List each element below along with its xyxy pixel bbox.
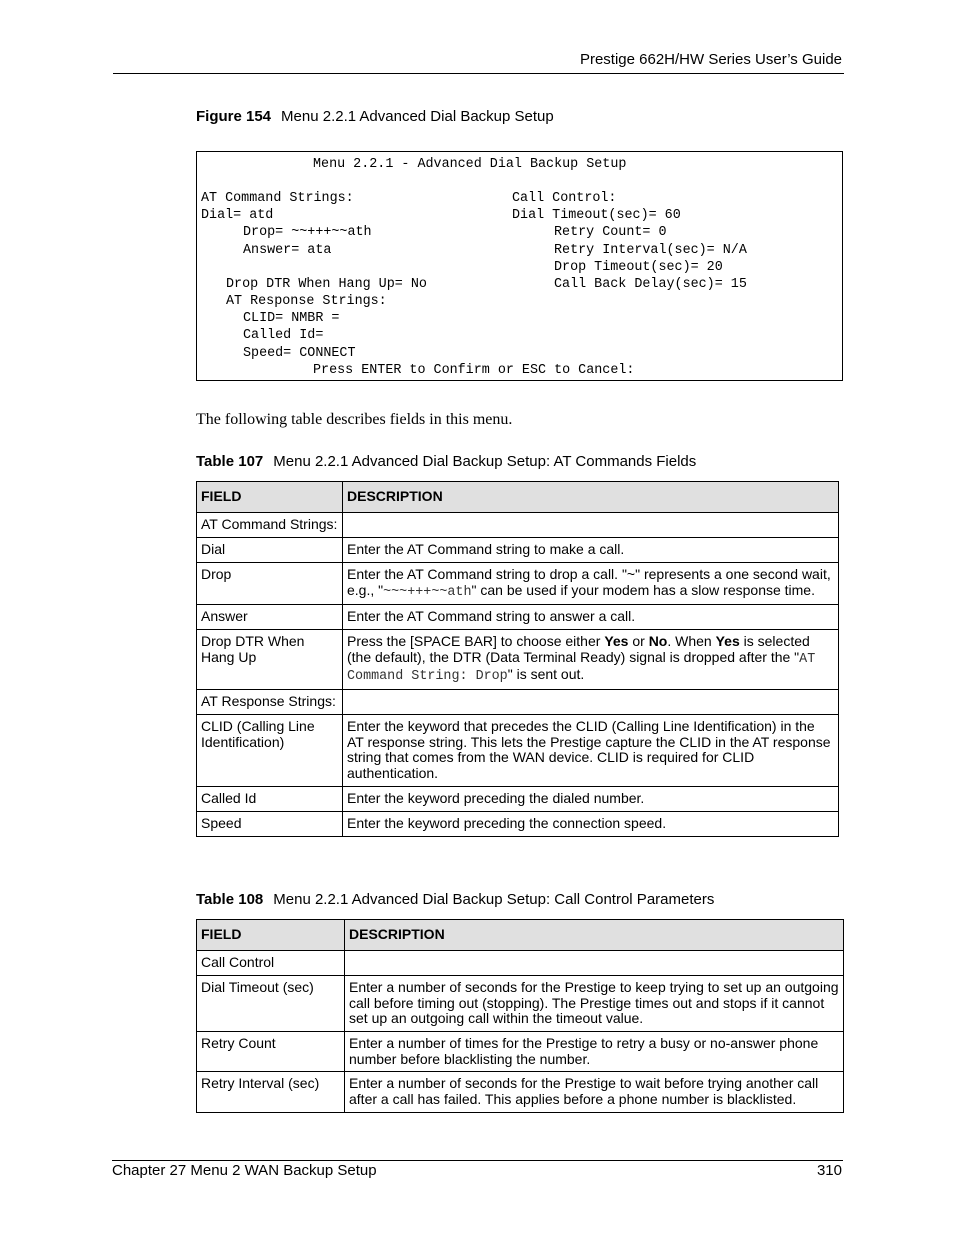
desc-text: or [628, 633, 649, 650]
description-cell: Enter the keyword that precedes the CLID (Calling Line Identification) in the AT response string. This lets the Prestige capture the CLID in the AT response string that comes from the WAN device. CLID is required for CLID authentication. [343, 714, 839, 786]
figure-title: Menu 2.2.1 Advanced Dial Backup Setup [281, 108, 554, 125]
call-back-delay-setting: Call Back Delay(sec)= 15 [554, 277, 747, 292]
table-row [197, 630, 839, 690]
field-cell: Dial Timeout (sec) [197, 976, 345, 1032]
header-rule [113, 73, 844, 74]
dial-timeout-setting: Dial Timeout(sec)= 60 [512, 208, 681, 223]
desc-text: . When [667, 633, 716, 650]
terminal-screen [196, 151, 843, 381]
table-row [197, 811, 839, 836]
table107-caption [196, 453, 696, 470]
table-row [197, 976, 844, 1032]
description-cell: Enter a number of times for the Prestige to retry a busy or no-answer phone number before blacklisting the number. [345, 1032, 844, 1072]
field-cell: AT Response Strings: [197, 689, 343, 714]
intro-paragraph: The following table describes fields in this menu. [196, 411, 513, 428]
description-cell: Enter the AT Command string to make a call. [343, 538, 839, 563]
desc-text: Enter the AT Command string to drop a call. "~" represents a one second wait, e.g., " [347, 566, 831, 598]
table-row [197, 1072, 844, 1113]
desc-text: is selected (the default), the DTR (Data Terminal Ready) signal is dropped after the " [347, 633, 810, 665]
field-cell: Call Control [197, 951, 345, 976]
screen-title: Menu 2.2.1 - Advanced Dial Backup Setup [313, 157, 627, 172]
description-cell [343, 563, 839, 605]
at-response-strings-heading: AT Response Strings: [226, 294, 387, 309]
table-row [197, 513, 839, 538]
description-cell: Enter a number of seconds for the Prestige to keep trying to set up an outgoing call before timing out (stopping). The Prestige times out and stops if it cannot set up an outgoing call within the timeout value. [345, 976, 844, 1032]
table-header-row [197, 920, 844, 951]
field-cell: Dial [197, 538, 343, 563]
called-id-setting: Called Id= [243, 328, 324, 343]
desc-text: Press the [SPACE BAR] to choose either [347, 633, 605, 650]
figure-label: Figure 154 [196, 108, 272, 125]
at-command-strings-heading: AT Command Strings: [201, 191, 354, 206]
figure-caption [196, 108, 554, 125]
retry-count-setting: Retry Count= 0 [554, 225, 667, 240]
column-header-field: FIELD [197, 482, 343, 513]
table-row [197, 563, 839, 605]
description-cell: Enter a number of seconds for the Prestige to wait before trying another call after a call has failed. This applies before a phone number is blacklisted. [345, 1072, 844, 1113]
table-row [197, 714, 839, 786]
footer-page-number: 310 [816, 1162, 842, 1179]
table107-label: Table 107 [196, 453, 264, 470]
footer-chapter: Chapter 27 Menu 2 WAN Backup Setup [112, 1162, 377, 1179]
table108 [196, 919, 844, 1113]
field-cell: Drop [197, 563, 343, 605]
desc-text: " can be used if your modem has a slow response time. [471, 581, 815, 598]
column-header-description: DESCRIPTION [345, 920, 844, 951]
retry-interval-setting: Retry Interval(sec)= N/A [554, 243, 747, 258]
table-row [197, 951, 844, 976]
table107 [196, 481, 839, 837]
running-header: Prestige 662H/HW Series User’s Guide [579, 51, 842, 68]
drop-dtr-setting: Drop DTR When Hang Up= No [226, 277, 427, 292]
screen-prompt: Press ENTER to Confirm or ESC to Cancel: [313, 363, 635, 378]
field-cell: Speed [197, 811, 343, 836]
table108-title: Menu 2.2.1 Advanced Dial Backup Setup: Call Control Parameters [273, 891, 715, 908]
field-cell: Retry Count [197, 1032, 345, 1072]
answer-setting: Answer= ata [243, 243, 332, 258]
description-cell: Enter the keyword preceding the dialed number. [343, 786, 839, 811]
drop-timeout-setting: Drop Timeout(sec)= 20 [554, 260, 723, 275]
drop-setting: Drop= ~~+++~~ath [243, 225, 372, 240]
field-cell: Called Id [197, 786, 343, 811]
yes-option: Yes [604, 633, 629, 650]
code-sample: AT Command String: Drop [347, 651, 816, 685]
code-sample: ~~~+++~~ath [383, 584, 472, 600]
table-row [197, 689, 839, 714]
table107-title: Menu 2.2.1 Advanced Dial Backup Setup: AT Commands Fields [273, 453, 697, 470]
description-cell: Enter the keyword preceding the connection speed. [343, 811, 839, 836]
dial-setting: Dial= atd [201, 208, 274, 223]
description-cell [343, 689, 839, 714]
table-row [197, 605, 839, 630]
description-cell: Enter the AT Command string to answer a call. [343, 605, 839, 630]
column-header-field: FIELD [197, 920, 345, 951]
description-cell [345, 951, 844, 976]
footer-rule [112, 1160, 843, 1161]
field-cell: AT Command Strings: [197, 513, 343, 538]
field-cell: Retry Interval (sec) [197, 1072, 345, 1113]
table-row [197, 1032, 844, 1072]
field-cell: CLID (Calling Line Identification) [197, 714, 343, 786]
field-cell: Drop DTR When Hang Up [197, 630, 343, 690]
call-control-heading: Call Control: [512, 191, 617, 206]
table108-caption [196, 891, 714, 908]
field-cell: Answer [197, 605, 343, 630]
table-row [197, 538, 839, 563]
table108-label: Table 108 [196, 891, 264, 908]
table-row [197, 786, 839, 811]
column-header-description: DESCRIPTION [343, 482, 839, 513]
description-cell [343, 630, 839, 690]
yes-option: Yes [715, 633, 740, 650]
clid-setting: CLID= NMBR = [243, 311, 340, 326]
no-option: No [648, 633, 668, 650]
table-header-row [197, 482, 839, 513]
desc-text: " is sent out. [507, 666, 585, 683]
speed-setting: Speed= CONNECT [243, 346, 356, 361]
description-cell [343, 513, 839, 538]
